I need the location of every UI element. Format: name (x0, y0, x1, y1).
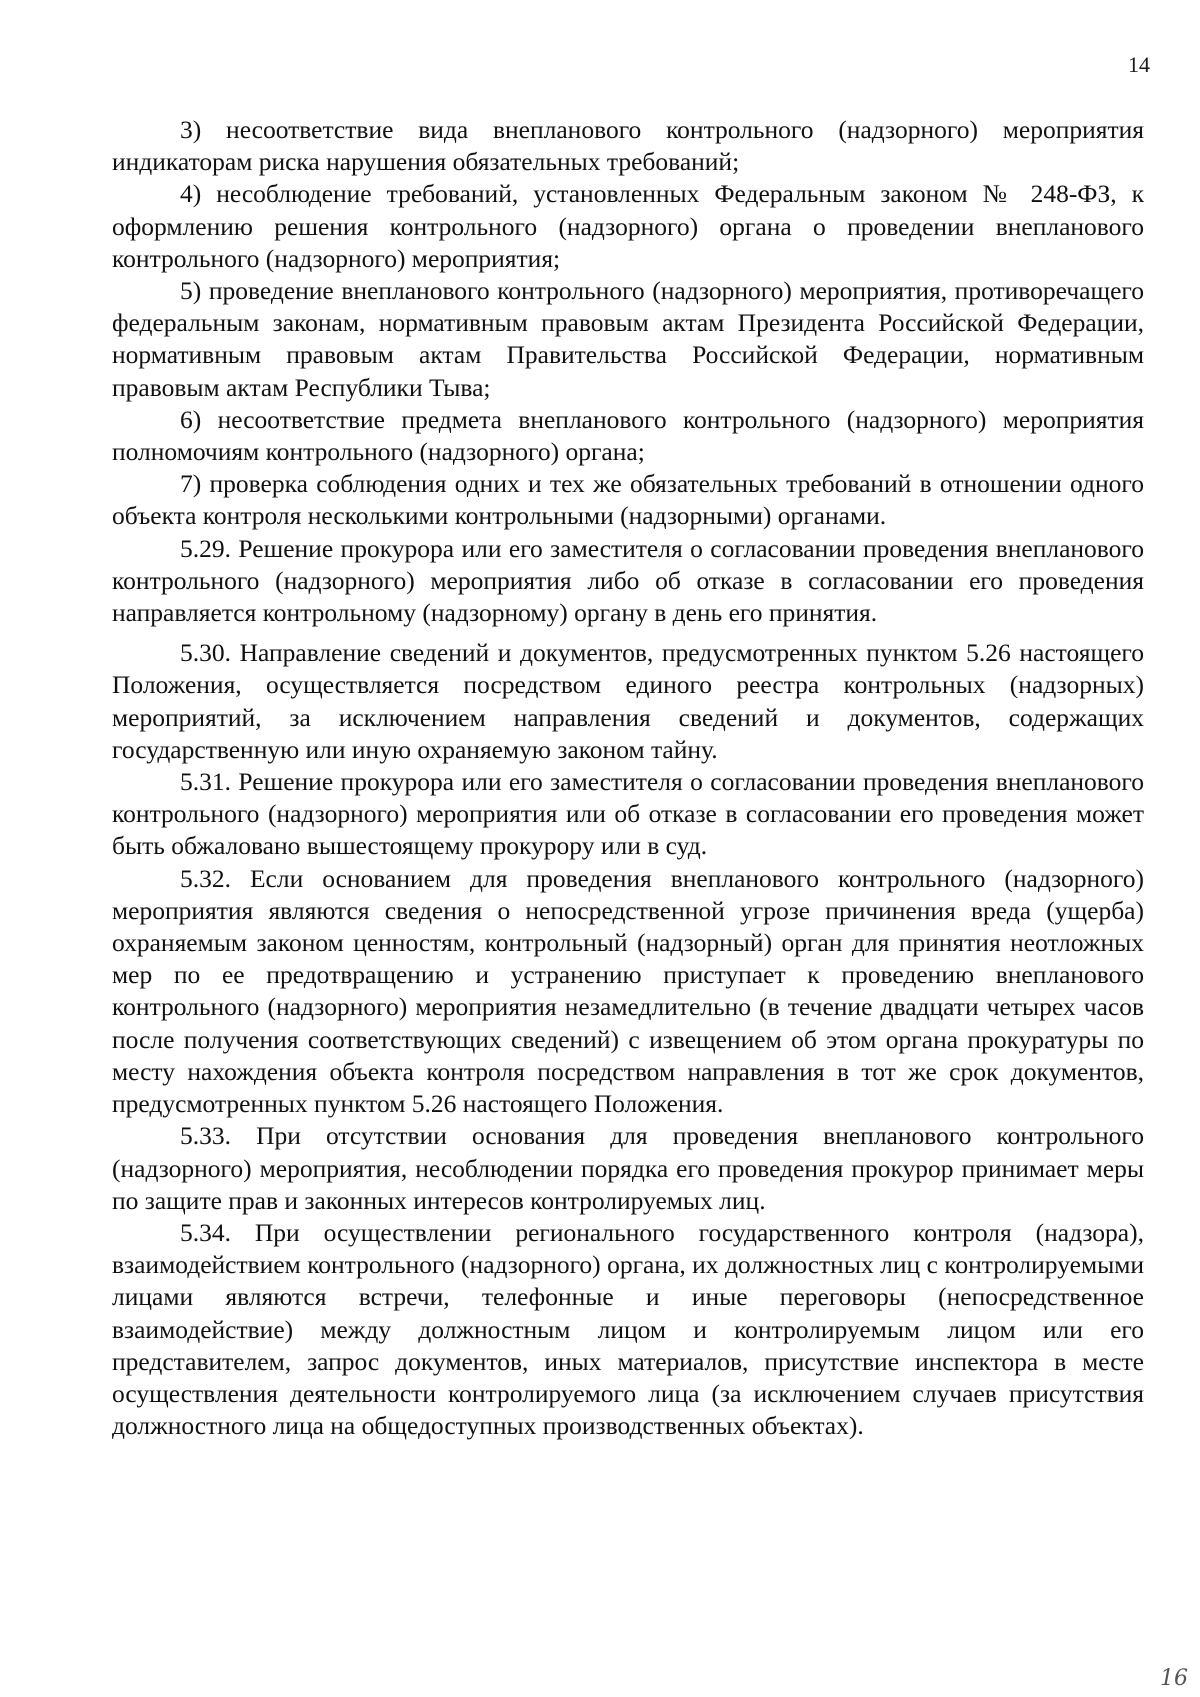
handwritten-page-mark: 16 (1160, 1666, 1188, 1691)
paragraph-item-4: 4) несоблюдение требований, установленных Федеральным законом № 248-ФЗ, к оформлению решения контрольного (надзорного) органа о проведении внепланового контрольного (надзорного) мероприятия; (112, 179, 1144, 273)
paragraph-5-31: 5.31. Решение прокурора или его заместителя о согласовании проведения внепланового контрольного (надзорного) мероприятия или об отказе в согласовании его проведения может быть обжаловано вышестоящему прокурору или в суд. (112, 767, 1144, 861)
page-number: 14 (1128, 52, 1150, 77)
document-body (112, 114, 1144, 1442)
paragraph-item-5: 5) проведение внепланового контрольного (надзорного) мероприятия, противоречащего федеральным законам, нормативным правовым актам Президента Российской Федерации, нормативным правовым актам Правительства Российской Федерации, нормативным правовым актам Республики Тыва; (112, 276, 1144, 402)
paragraph-5-29: 5.29. Решение прокурора или его заместителя о согласовании проведения внепланового контрольного (надзорного) мероприятия либо об отказе в согласовании его проведения направляется контрольному (надзорному) органу в день его принятия. (112, 533, 1144, 628)
paragraph-item-6: 6) несоответствие предмета внепланового контрольного (надзорного) мероприятия полномочиям контрольного (надзорного) органа; (112, 404, 1144, 467)
paragraph-item-7: 7) проверка соблюдения одних и тех же обязательных требований в отношении одного объекта контроля несколькими контрольными (надзорными) органами. (112, 469, 1144, 531)
paragraph-5-30: 5.30. Направление сведений и документов, предусмотренных пунктом 5.26 настоящего Положения, осуществляется посредством единого реестра контрольных (надзорных) мероприятий, за исключением направления сведений и документов, содержащих государственную или иную охраняемую законом тайну. (112, 638, 1144, 764)
paragraph-item-3: 3) несоответствие вида внепланового контрольного (надзорного) мероприятия индикаторам риска нарушения обязательных требований; (112, 115, 1144, 177)
paragraph-5-33: 5.33. При отсутствии основания для проведения внепланового контрольного (надзорного) мероприятия, несоблюдении порядка его проведения прокурор принимает меры по защите прав и законных интересов контролируемых лиц. (112, 1121, 1144, 1215)
paragraph-5-34: 5.34. При осуществлении регионального государственного контроля (надзора), взаимодействием контрольного (надзорного) органа, их должностных лиц с контролируемыми лицами являются встречи, телефонные и иные переговоры (непосредственное взаимодействие) между должностным лицом и контролируемым лицом или его представителем, запрос документов, иных материалов, присутствие инспектора в месте осуществления деятельности контролируемого лица (за исключением случаев присутствия должностного лица на общедоступных производственных объектах). (112, 1217, 1144, 1441)
paragraph-5-32: 5.32. Если основанием для проведения внепланового контрольного (надзорного) мероприятия являются сведения о непосредственной угрозе причинения вреда (ущерба) охраняемым законом ценностям, контрольный (надзорный) орган для принятия неотложных мер по ее предотвращению и устранению приступает к проведению внепланового контрольного (надзорного) мероприятия незамедлительно (в течение двадцати четырех часов после получения соответствующих сведений) с извещением об этом органа прокуратуры по месту нахождения объекта контроля посредством направления в тот же срок документов, предусмотренных пунктом 5.26 настоящего Положения. (112, 863, 1144, 1119)
